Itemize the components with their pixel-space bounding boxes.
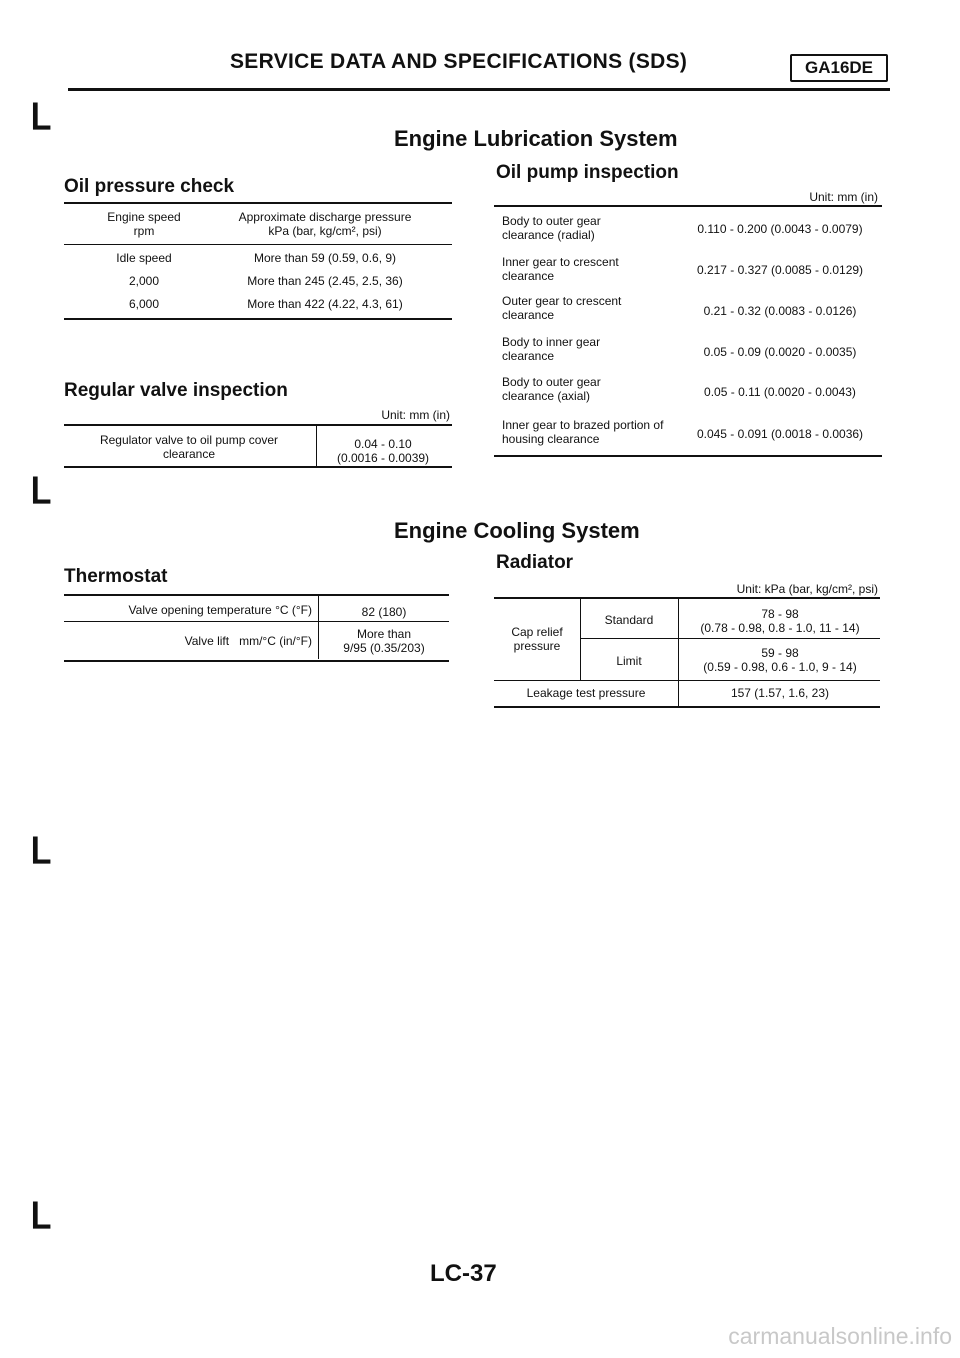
engine-model-badge: GA16DE — [790, 54, 888, 82]
oil-pump-item: Inner gear to brazed portion of housing clearance — [502, 418, 664, 446]
cooling-section-title: Engine Cooling System — [394, 518, 640, 543]
oil-pump-title: Oil pump inspection — [496, 162, 679, 183]
thermostat-opening-value: 82 (180) — [361, 605, 407, 619]
binding-mark: ᒪ — [30, 96, 51, 137]
thermostat-opening-label: Valve opening temperature °C (°F) — [128, 603, 312, 617]
table-rule — [64, 202, 452, 204]
standard-label: Standard — [604, 613, 654, 627]
table-rule — [64, 660, 449, 662]
binding-mark: ᒪ — [30, 830, 51, 871]
table-rule — [64, 621, 449, 622]
oil-pressure-speed: Idle speed — [116, 251, 172, 265]
regulator-unit: Unit: mm (in) — [381, 408, 450, 422]
oil-pump-value: 0.110 - 0.200 (0.0043 - 0.0079) — [697, 222, 863, 236]
oil-pressure-speed: 2,000 — [128, 274, 160, 288]
oil-pressure-col-speed: Engine speed rpm — [107, 210, 181, 238]
leakage-test-label: Leakage test pressure — [526, 686, 646, 700]
table-rule — [580, 638, 880, 639]
oil-pump-value: 0.21 - 0.32 (0.0083 - 0.0126) — [703, 304, 857, 318]
thermostat-lift-value: More than 9/95 (0.35/203) — [343, 627, 425, 655]
table-rule — [494, 706, 880, 708]
oil-pump-unit: Unit: mm (in) — [809, 190, 878, 204]
table-rule — [64, 466, 452, 468]
oil-pressure-title: Oil pressure check — [64, 176, 235, 197]
oil-pressure-value: More than 59 (0.59, 0.6, 9) — [253, 251, 397, 265]
page-header-title: SERVICE DATA AND SPECIFICATIONS (SDS) — [230, 50, 688, 73]
oil-pressure-value: More than 422 (4.22, 4.3, 61) — [247, 297, 403, 311]
cap-relief-label: Cap relief pressure — [511, 625, 563, 653]
header-rule — [68, 88, 890, 91]
oil-pump-item: Body to inner gear clearance — [502, 335, 601, 363]
table-divider — [580, 598, 581, 680]
regulator-value: 0.04 - 0.10 (0.0016 - 0.0039) — [336, 437, 430, 465]
table-rule — [64, 424, 452, 426]
oil-pump-value: 0.045 - 0.091 (0.0018 - 0.0036) — [696, 427, 864, 441]
oil-pressure-speed: 6,000 — [128, 297, 160, 311]
radiator-title: Radiator — [496, 552, 574, 573]
table-rule — [494, 680, 880, 681]
table-rule — [494, 597, 880, 599]
standard-value: 78 - 98 (0.78 - 0.98, 0.8 - 1.0, 11 - 14) — [700, 607, 860, 635]
table-rule — [64, 594, 449, 596]
table-divider — [678, 598, 679, 708]
lubrication-section-title: Engine Lubrication System — [394, 126, 678, 151]
regulator-title: Regular valve inspection — [64, 380, 288, 401]
oil-pump-item: Inner gear to crescent clearance — [502, 255, 619, 283]
regulator-item: Regulator valve to oil pump cover clearance — [99, 433, 279, 461]
oil-pump-item: Outer gear to crescent clearance — [502, 294, 622, 322]
oil-pump-item: Body to outer gear clearance (radial) — [502, 214, 601, 242]
table-rule — [494, 455, 882, 457]
limit-label: Limit — [616, 654, 642, 668]
oil-pressure-value: More than 245 (2.45, 2.5, 36) — [247, 274, 403, 288]
watermark: carmanualsonline.info — [728, 1323, 952, 1349]
table-divider — [316, 425, 317, 467]
oil-pump-item: Body to outer gear clearance (axial) — [502, 375, 601, 403]
thermostat-title: Thermostat — [64, 566, 168, 587]
oil-pump-value: 0.217 - 0.327 (0.0085 - 0.0129) — [696, 263, 864, 277]
radiator-unit: Unit: kPa (bar, kg/cm², psi) — [736, 582, 878, 596]
oil-pump-value: 0.05 - 0.09 (0.0020 - 0.0035) — [703, 345, 857, 359]
table-rule — [64, 244, 452, 245]
limit-value: 59 - 98 (0.59 - 0.98, 0.6 - 1.0, 9 - 14) — [703, 646, 857, 674]
binding-mark: ᒪ — [30, 1195, 51, 1236]
table-divider — [318, 595, 319, 659]
leakage-test-value: 157 (1.57, 1.6, 23) — [730, 686, 830, 700]
oil-pressure-col-pressure: Approximate discharge pressure kPa (bar, kg/cm², psi) — [238, 210, 412, 238]
table-rule — [494, 205, 882, 207]
table-rule — [64, 318, 452, 320]
page-number: LC-37 — [430, 1260, 497, 1287]
thermostat-lift-label: Valve lift mm/°C (in/°F) — [184, 634, 312, 648]
binding-mark: ᒪ — [30, 470, 51, 511]
oil-pump-value: 0.05 - 0.11 (0.0020 - 0.0043) — [704, 385, 856, 399]
